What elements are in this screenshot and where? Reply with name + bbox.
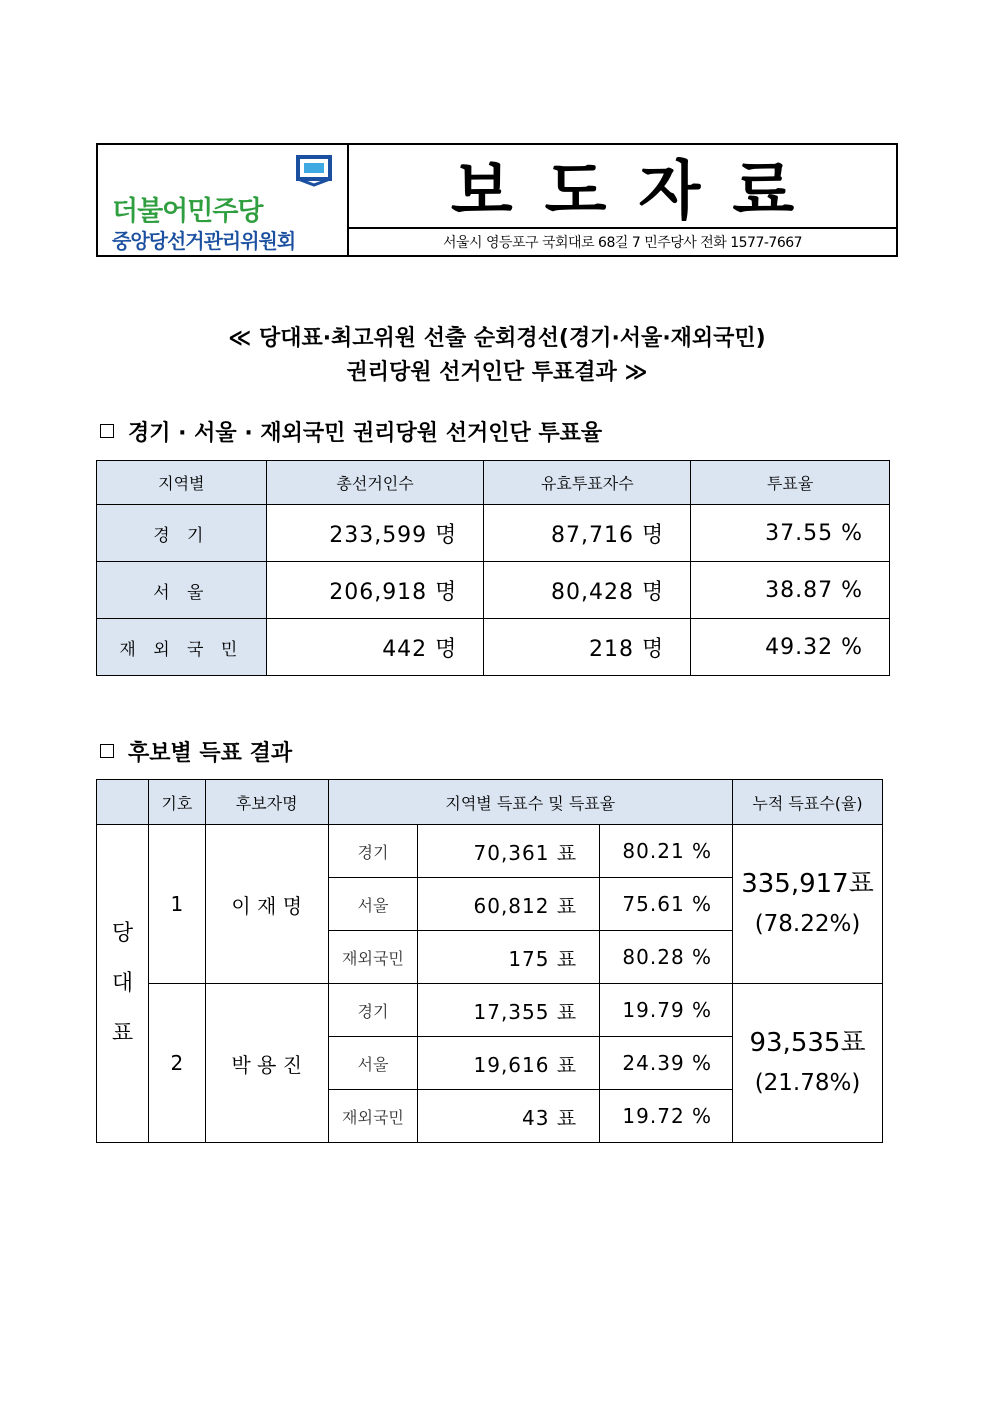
address-line: 서울시 영등포구 국회대로 68길 7 민주당사 전화 1577-7667 xyxy=(442,235,803,251)
party-name: 더불어민주당 xyxy=(112,196,263,227)
candidate-name: 이 재 명 xyxy=(205,825,328,984)
rate-cell: 80.21 % xyxy=(600,825,733,878)
region-cell: 재외국민 xyxy=(328,1090,418,1143)
committee-name: 중앙당선거관리위원회 xyxy=(112,229,296,253)
region-cell: 경기 xyxy=(328,825,418,878)
candidate-name: 박 용 진 xyxy=(205,984,328,1143)
rate-cell: 19.79 % xyxy=(600,984,733,1037)
category-char: 표 xyxy=(111,1020,134,1046)
voters-cell: 218 명 xyxy=(484,619,691,676)
candidate-results-table xyxy=(96,779,883,1143)
region-cell: 재외국민 xyxy=(328,931,418,984)
table-row xyxy=(97,825,883,878)
party-flag-icon xyxy=(296,155,332,187)
headline-line1: ≪ 당대표·최고위원 선출 순회경선(경기·서울·재외국민) xyxy=(228,326,766,351)
checkbox-bullet-icon xyxy=(100,424,114,438)
page-title: 보도자료 xyxy=(349,145,896,229)
votes-cell: 19,616 표 xyxy=(418,1037,600,1090)
col-number: 기호 xyxy=(148,780,205,825)
col-regional: 지역별 득표수 및 득표율 xyxy=(328,780,732,825)
table-header-row xyxy=(97,780,883,825)
cumulative-votes: 93,535표 xyxy=(749,1028,866,1058)
table-row xyxy=(97,562,890,619)
electors-cell: 233,599 명 xyxy=(266,505,484,562)
rate-cell: 49.32 % xyxy=(691,619,890,676)
col-name: 후보자명 xyxy=(205,780,328,825)
headline xyxy=(96,322,898,390)
votes-cell: 17,355 표 xyxy=(418,984,600,1037)
cumulative-rate: (78.22%) xyxy=(754,911,861,937)
region-cell: 서울 xyxy=(328,1037,418,1090)
cumulative-rate: (21.78%) xyxy=(754,1070,861,1096)
table-header-row xyxy=(97,461,890,505)
cumulative-cell xyxy=(733,984,883,1143)
candidate-number: 1 xyxy=(148,825,205,984)
voters-cell: 87,716 명 xyxy=(484,505,691,562)
section2-title-text: 후보별 득표 결과 xyxy=(128,741,293,766)
region-cell: 경 기 xyxy=(97,505,267,562)
rate-cell: 37.55 % xyxy=(691,505,890,562)
voters-cell: 80,428 명 xyxy=(484,562,691,619)
region-cell: 재 외 국 민 xyxy=(97,619,267,676)
votes-cell: 60,812 표 xyxy=(418,878,600,931)
region-cell: 서울 xyxy=(328,878,418,931)
votes-cell: 175 표 xyxy=(418,931,600,984)
headline-line2: 권리당원 선거인단 투표결과 ≫ xyxy=(346,360,648,385)
rate-cell: 24.39 % xyxy=(600,1037,733,1090)
col-rate: 투표율 xyxy=(691,461,890,505)
col-electors: 총선거인수 xyxy=(266,461,484,505)
section1-title-text: 경기 · 서울 · 재외국민 권리당원 선거인단 투표율 xyxy=(128,421,603,446)
category-cell xyxy=(97,825,149,1143)
col-cumulative: 누적 득표수(율) xyxy=(733,780,883,825)
rate-cell: 38.87 % xyxy=(691,562,890,619)
region-cell: 경기 xyxy=(328,984,418,1037)
col-blank xyxy=(97,780,149,825)
section2-title xyxy=(100,736,292,767)
rate-cell: 75.61 % xyxy=(600,878,733,931)
rate-cell: 19.72 % xyxy=(600,1090,733,1143)
cumulative-cell xyxy=(733,825,883,984)
candidate-number: 2 xyxy=(148,984,205,1143)
table-row xyxy=(97,505,890,562)
table-row xyxy=(97,619,890,676)
votes-cell: 43 표 xyxy=(418,1090,600,1143)
votes-cell: 70,361 표 xyxy=(418,825,600,878)
party-logo-block xyxy=(98,145,349,255)
region-cell: 서 울 xyxy=(97,562,267,619)
category-char: 대 xyxy=(111,970,134,996)
col-voters: 유효투표자수 xyxy=(484,461,691,505)
rate-cell: 80.28 % xyxy=(600,931,733,984)
electors-cell: 206,918 명 xyxy=(266,562,484,619)
category-char: 당 xyxy=(111,920,134,946)
section1-title xyxy=(100,416,602,447)
press-release-header xyxy=(96,143,898,257)
electors-cell: 442 명 xyxy=(266,619,484,676)
turnout-table xyxy=(96,460,890,676)
table-row xyxy=(97,984,883,1037)
checkbox-bullet-icon xyxy=(100,744,114,758)
col-region: 지역별 xyxy=(97,461,267,505)
cumulative-votes: 335,917표 xyxy=(741,869,874,899)
